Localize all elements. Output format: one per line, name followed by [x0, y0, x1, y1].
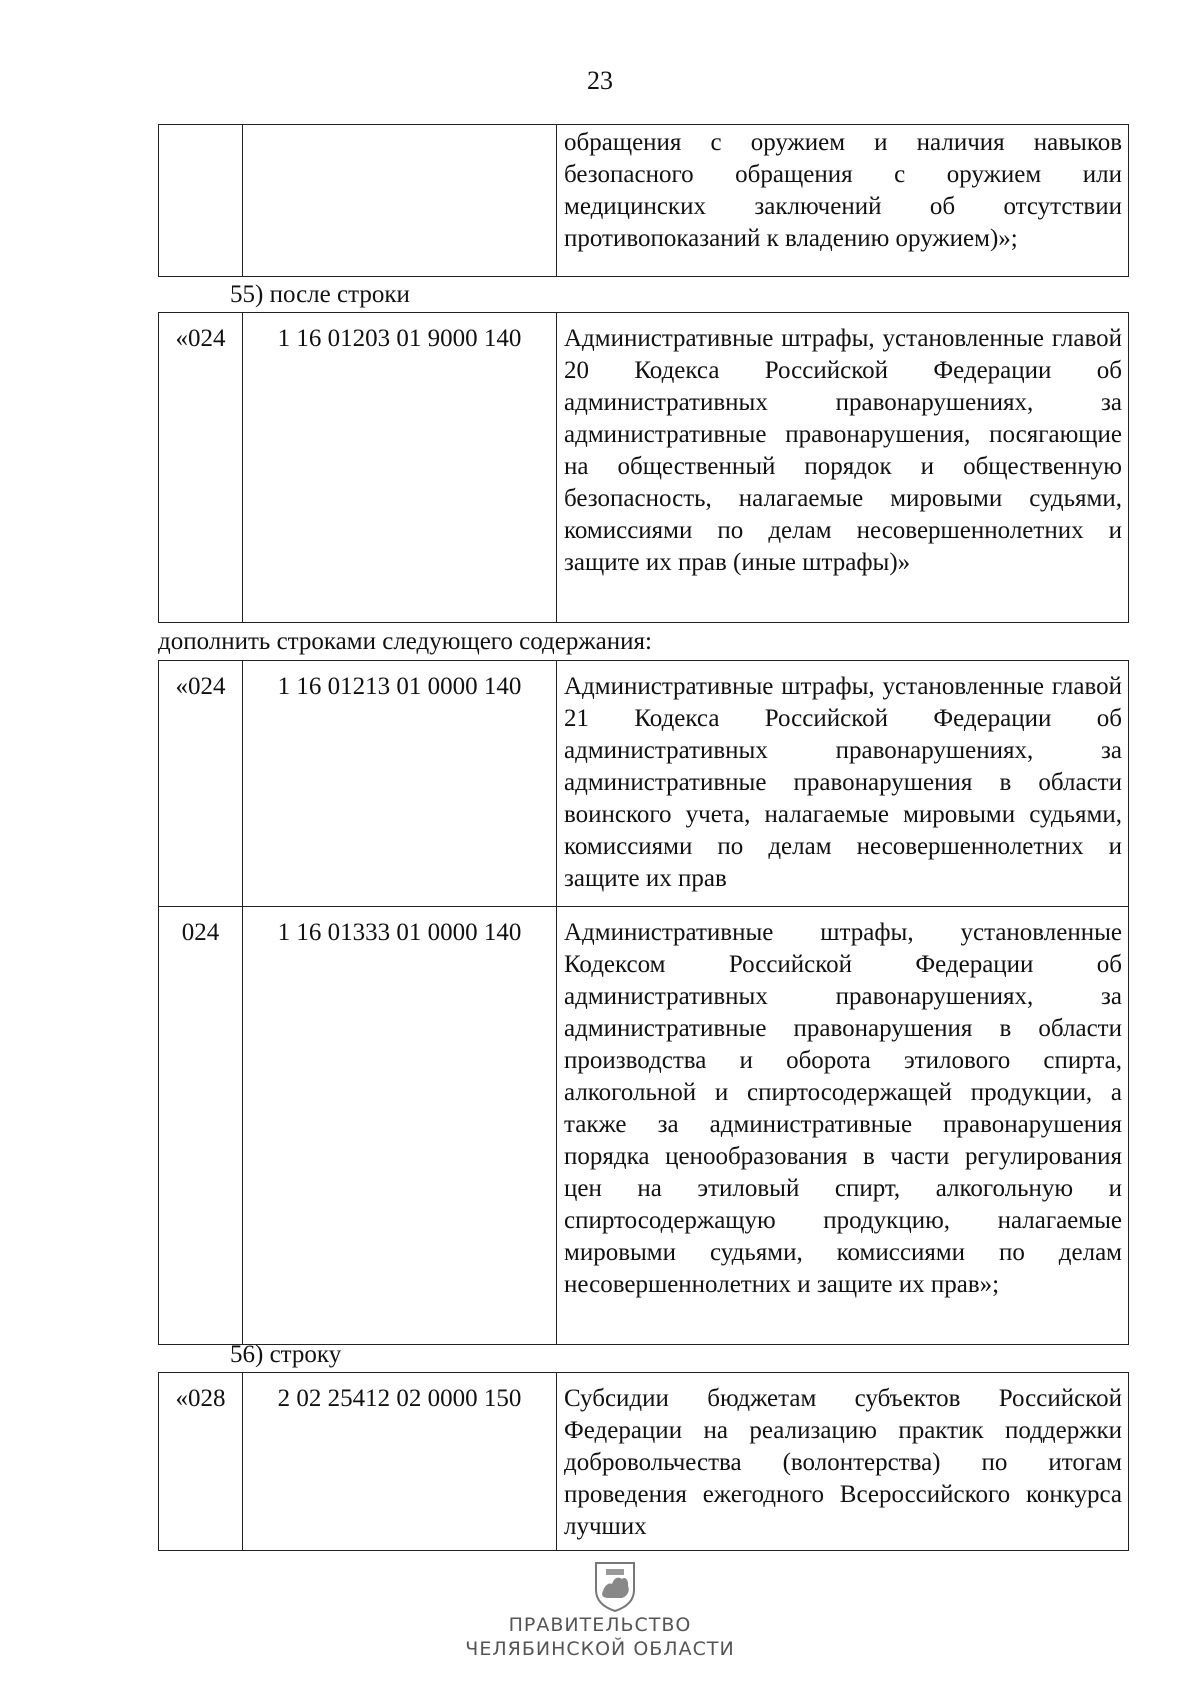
table-row [159, 907, 1129, 1345]
table-continuation [158, 124, 1129, 277]
admin-code-cell: 024 [159, 907, 243, 1345]
table-row [159, 313, 1129, 623]
note-after-row: 55) после строки [230, 281, 410, 308]
kbk-code-cell: 1 16 01333 01 0000 140 [243, 907, 557, 1345]
revenue-name-cell: Субсидии бюджетам субъектов Российской Федерации на реализацию практик поддержки добровольчества (волонтерства) по итогам проведения ежегодного Всероссийского конкурса лучших [557, 1373, 1129, 1551]
admin-code-cell [159, 125, 243, 277]
note-add-rows: дополнить строками следующего содержания: [158, 628, 652, 655]
coat-of-arms-icon [592, 1560, 638, 1612]
kbk-code-cell: 1 16 01213 01 0000 140 [243, 661, 557, 907]
table-row [159, 661, 1129, 907]
revenue-name-cell: обращения с оружием и наличия навыков безопасного обращения с оружием или медицинских заключений об отсутствии противопоказаний к владению оружием)»; [557, 125, 1129, 277]
kbk-code-cell [243, 125, 557, 277]
kbk-code-cell: 1 16 01203 01 9000 140 [243, 313, 557, 623]
footer-line-1: ПРАВИТЕЛЬСТВО [508, 1614, 692, 1636]
table-row [159, 1373, 1129, 1551]
table-row-56 [158, 1372, 1129, 1551]
table-new-rows [158, 660, 1129, 1345]
admin-code-cell: «028 [159, 1373, 243, 1551]
kbk-code-cell: 2 02 25412 02 0000 150 [243, 1373, 557, 1551]
footer-line-2: ЧЕЛЯБИНСКОЙ ОБЛАСТИ [465, 1638, 735, 1660]
table-existing-row [158, 312, 1129, 623]
revenue-name-cell: Административные штрафы, установленные Кодексом Российской Федерации об административных правонарушениях, за административные правонарушения в области производства и оборота этилового спирта, алкогольной и спиртосодержащей продукции, а также за административные правонарушения порядка ценообразования в части регулирования цен на этиловый спирт, алкогольную и спиртосодержащую продукцию, налагаемые мировыми судьями, комиссиями по делам несовершеннолетних и защите их прав»; [557, 907, 1129, 1345]
table-row [159, 125, 1129, 277]
admin-code-cell: «024 [159, 313, 243, 623]
page-number: 23 [587, 66, 613, 95]
revenue-name-cell: Административные штрафы, установленные главой 21 Кодекса Российской Федерации об административных правонарушениях, за административные правонарушения в области воинского учета, налагаемые мировыми судьями, комиссиями по делам несовершеннолетних и защите их прав [557, 661, 1129, 907]
admin-code-cell: «024 [159, 661, 243, 907]
note-row-56: 56) строку [230, 1341, 342, 1368]
revenue-name-cell: Административные штрафы, установленные главой 20 Кодекса Российской Федерации об административных правонарушениях, за административные правонарушения, посягающие на общественный порядок и общественную безопасность, налагаемые мировыми судьями, комиссиями по делам несовершеннолетних и защите их прав (иные штрафы)» [557, 313, 1129, 623]
